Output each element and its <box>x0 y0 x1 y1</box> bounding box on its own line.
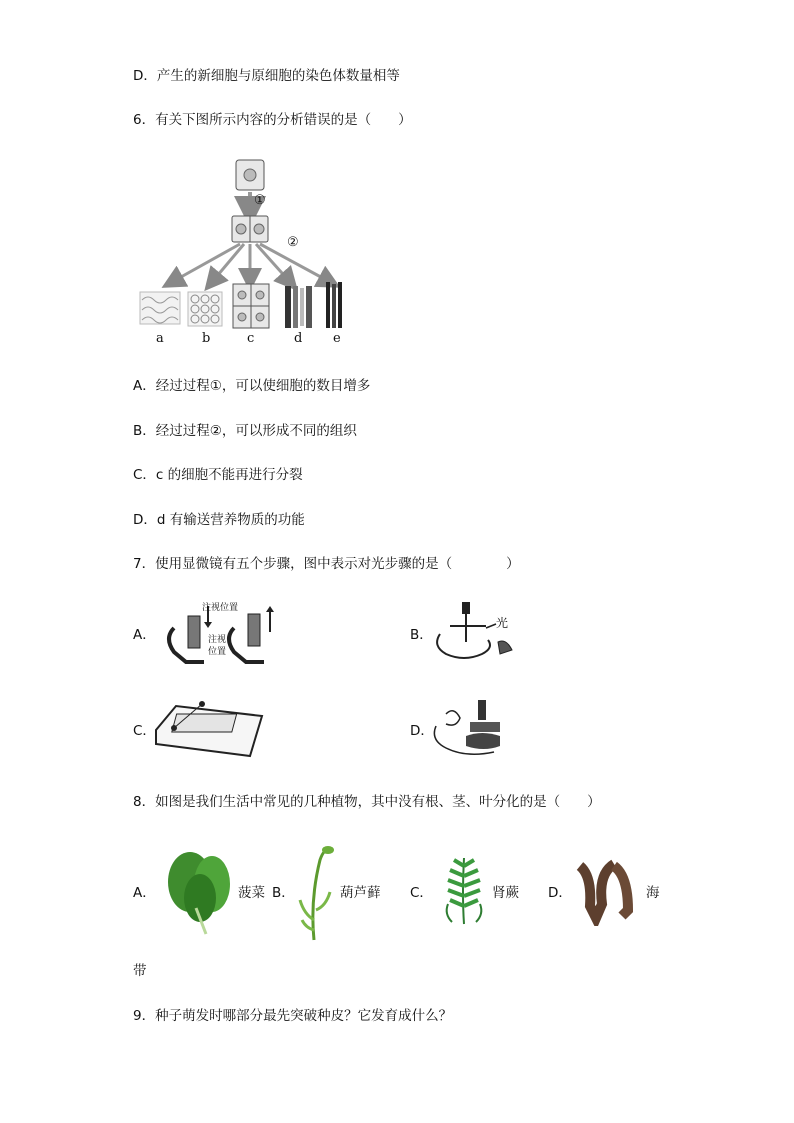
fern-name: 肾蕨 <box>492 885 519 901</box>
fig-a-text-2a: 注视 <box>208 635 227 645</box>
step-1-label: ① <box>254 193 266 208</box>
fern-plant <box>436 854 492 926</box>
spinach-image <box>160 848 238 938</box>
step-2-label: ② <box>287 235 299 250</box>
kelp-name-part-1: 海 <box>646 885 660 901</box>
q8-option-a-label: A． <box>133 885 156 901</box>
q7-figure-b <box>430 598 530 670</box>
q6-option-d: D．d 有输送营养物质的功能 <box>133 512 305 528</box>
q7-stem: 7．使用显微镜有五个步骤，图中表示对光步骤的是（ ） <box>133 556 520 572</box>
q7-figure-c <box>152 694 266 766</box>
differentiation-arrows <box>172 244 330 282</box>
moss-image <box>292 840 338 944</box>
q8-stem: 8．如图是我们生活中常见的几种植物，其中没有根、茎、叶分化的是（ ） <box>133 794 601 810</box>
label-d: d <box>294 331 303 346</box>
label-e: e <box>333 331 341 346</box>
q5-option-d: D．产生的新细胞与原细胞的染色体数量相等 <box>133 68 400 84</box>
microscope-observe-figure <box>430 696 510 766</box>
fig-b-light-text: 光 <box>496 616 509 630</box>
tissue-b <box>188 292 222 326</box>
moss-name: 葫芦藓 <box>340 885 381 901</box>
tissue-e <box>326 282 342 328</box>
q6-option-c: C．c 的细胞不能再进行分裂 <box>133 467 303 483</box>
slide-preparation-figure <box>152 694 266 766</box>
fig-a-text-1: 注视位置 <box>202 603 239 613</box>
label-c: c <box>247 331 255 346</box>
q6-option-a: A．经过过程①，可以使细胞的数目增多 <box>133 378 371 394</box>
spinach-name: 菠菜 <box>238 885 265 901</box>
tissue-d <box>285 286 312 328</box>
kelp-image <box>572 856 642 926</box>
q8-option-c-label: C． <box>410 885 433 901</box>
cell-division-diagram <box>130 150 370 350</box>
funaria-moss-plant <box>292 840 338 944</box>
fern-image <box>436 854 492 926</box>
q6-stem: 6．有关下图所示内容的分析错误的是（ ） <box>133 112 412 128</box>
q7-option-d-label: D． <box>410 723 434 739</box>
spinach-plant <box>160 848 238 938</box>
kelp-name-part-2: 带 <box>133 963 147 979</box>
q7-figure-a <box>160 598 280 670</box>
q7-option-c-label: C． <box>133 723 156 739</box>
q7-figure-d <box>430 696 510 766</box>
q9-stem: 9．种子萌发时哪部分最先突破种皮？它发育成什么？ <box>133 1008 453 1024</box>
q7-option-b-label: B． <box>410 627 433 643</box>
tissue-c <box>233 284 269 328</box>
q8-option-d-label: D． <box>548 885 572 901</box>
tissue-a <box>140 292 180 324</box>
label-a: a <box>156 331 164 346</box>
cell-division-figure <box>130 150 370 350</box>
q8-option-b-label: B． <box>272 885 295 901</box>
q7-option-a-label: A． <box>133 627 156 643</box>
microscope-light-figure <box>430 598 530 670</box>
label-b: b <box>202 331 211 346</box>
kelp-plant <box>572 856 642 926</box>
q6-option-b: B．经过过程②，可以形成不同的组织 <box>133 423 357 439</box>
fig-a-text-2b: 位置 <box>208 647 227 657</box>
